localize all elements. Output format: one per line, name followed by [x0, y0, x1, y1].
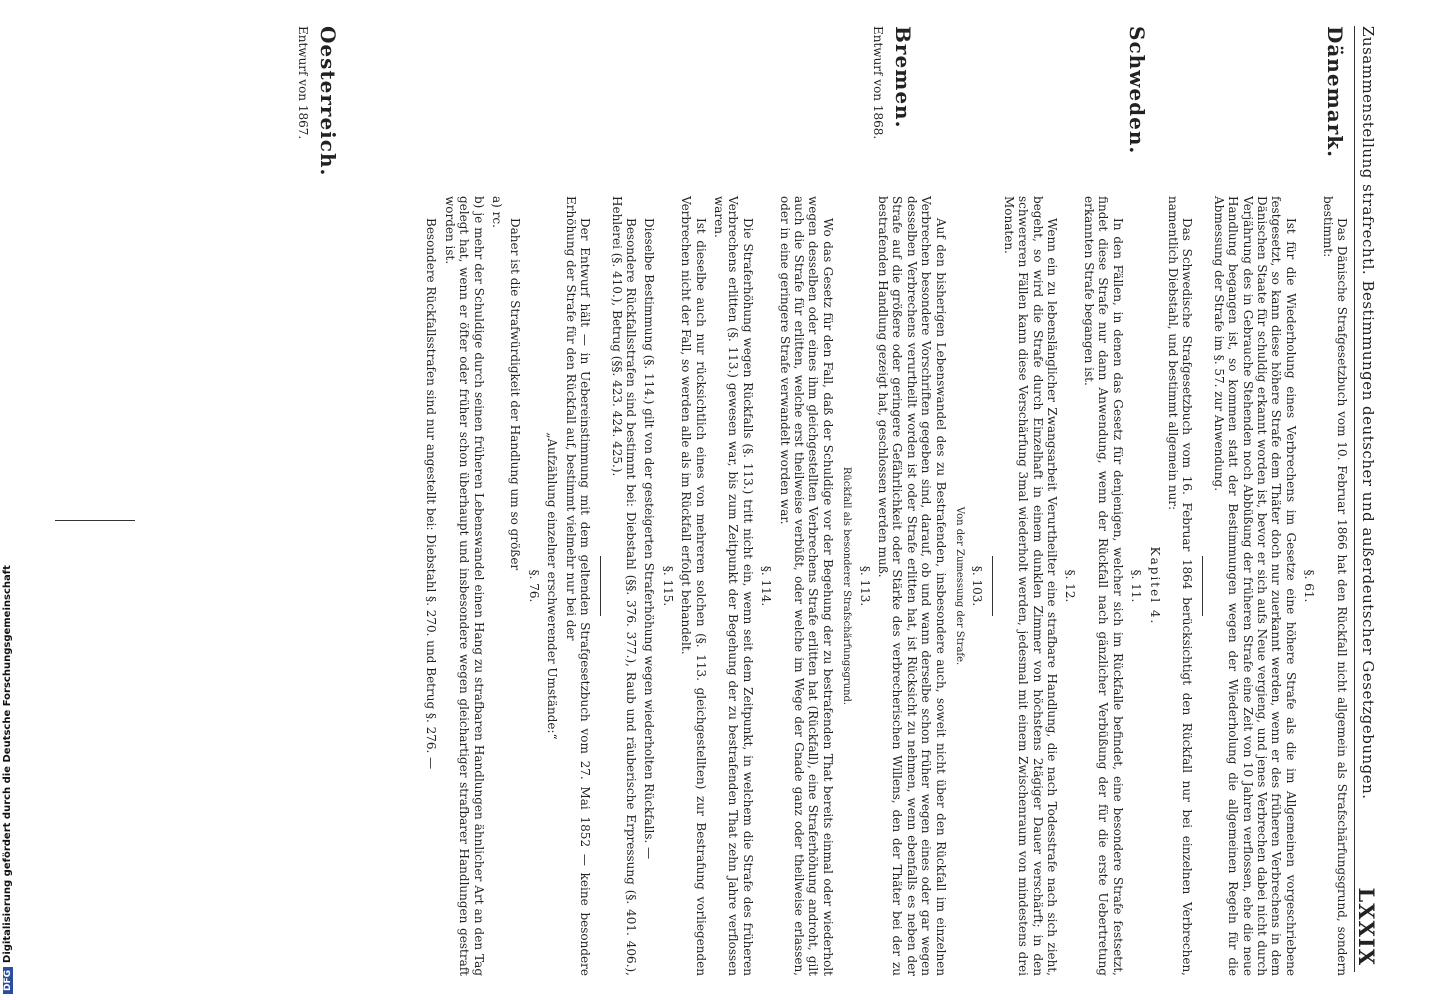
country-bremen: Bremen.: [891, 26, 915, 129]
page-number: LXXIX: [1354, 887, 1379, 966]
bremen-text-1: Auf den bisherigen Lebenswandel des zu Bestrafenden, insbesondere auch, soweit nicht über den Rückfall im einzelnen Verbrechen besondere Vorschriften gegeben sind, darauf, ob und wann derselbe schon früher wegen eines oder gar wegen desselben Verbrechens verurtheilt worden ist oder Strafe erlitten hat, ist Rücksicht zu nehmen, wenn ebenfalls es neben der Strafe auf die größere oder geringere Gefährlichkeit oder Stärke des verbrecherischen Willens, den der Thäter bei der zu bestrafenden Handlung gezeigt hat, geschlossen werden muß.: [876, 196, 948, 976]
schweden-text-1: In den Fällen, in denen das Gesetz für denjenigen, welcher sich im Rückfalle befindet, eine besondere Strafe festsetzt, findet diese Strafe nur dann Anwendung, wenn der Rückfall nach gänzlicher Verbüßung der für die erste Uebertretung erkannten Strafe begangen ist.: [1081, 196, 1125, 976]
oesterreich-text-3: Besondere Rückfallsstrafen sind nur angestellt bei: Diebstahl §. 270. und Betrug §. 276. —: [424, 218, 439, 770]
bremen-subtitle-2: Rückfall als besonderer Strafschärfungsgrund.: [841, 466, 853, 706]
digitization-credit-text: [2, 565, 18, 994]
daenemark-section: §. 61.: [1302, 569, 1317, 603]
oesterreich-text-2: Daher ist die Strafwürdigkeit der Handlung um so größer: [508, 218, 523, 571]
oesterreich-quote: „Aufzählung einzelner erschwerender Umstände:“: [545, 432, 560, 740]
separator-rule: [992, 556, 993, 616]
schweden-text-2: Wenn ein zu lebenslänglicher Zwangsarbeit Verurtheilter eine strafbare Handlung, die nach Todesstrafe nach sich zieht, begeht, so wird die Strafe durch Einzelhaft in einem dunklen Zimmer von höchstens 2tägiger Dauer verschärft; in den schwereren Fällen kann diese Verschärfung 3mal wiederholt werden, jedesmal mit einem Zwischenraum von mindestens drei Monaten.: [1001, 196, 1060, 976]
dfg-logo: DFG: [3, 967, 13, 994]
rotated-page-content: [50, 0, 1395, 1000]
digitization-credit-label: Digitalisierung gefördert durch die Deutsche Forschungsgemeinschaft: [2, 565, 13, 963]
bremen-section-4: §. 115.: [660, 565, 675, 607]
country-schweden: Schweden.: [1125, 26, 1149, 155]
country-oesterreich: Oesterreich.: [316, 26, 340, 177]
separator-rule: [600, 556, 601, 616]
digitization-credit: [2, 565, 18, 994]
main-text-column: [420, 196, 1349, 976]
schweden-intro: Das Schwedische Strafgesetzbuch vom 16. Februar 1864 berücksichtigt den Rückfall nur bei einzelnen Verbrechen, namentlich Diebstahl, und bestimmt allgemein nur:: [1165, 196, 1195, 976]
bremen-text-4: Ist dieselbe auch nur rücksichtlich eines von mehreren solchen (§. 113. gleichgestellten) zur Bestrafung vorliegenden Verbrechen nicht der Fall, so werden alle als im Rückfall erfolgt behandelt.: [679, 196, 708, 976]
entwurf-oesterreich: Entwurf von 1867.: [296, 26, 310, 140]
bremen-text-6: Besondere Rückfallsstrafen sind bestimmt bei: Diebstahl (§§. 376. 377.), Raub und räuberische Erpressung (§. 401. 406.), Hehlerei (§. 410.), Betrug (§§. 423. 424. 425.).: [609, 196, 638, 976]
separator-rule: [1202, 556, 1203, 616]
bremen-section-3: §. 114.: [759, 565, 774, 607]
daenemark-intro: Das Dänische Strafgesetzbuch vom 10. Februar 1866 hat den Rückfall nicht allgemein als Strafschärfungsgrund, sondern bestimmt:: [1320, 196, 1349, 976]
daenemark-text: Ist für die Wiederholung eines Verbrechens im Gesetze eine höhere Strafe als die im Allgemeinen vorgeschriebene festgesetzt, so kann diese höhere Strafe dem Thäter doch nur zuerkannt werden, wenn er des früheren Verbrechens in dem Dänischen Staate für schuldig erkannt worden ist, bevor er sich aufs Neue vergieng, und jenes Verbrechen dabei nicht durch Verjährung des in Gebrauche Stehenden noch Abbüßung der früheren Strafe eine Zeit von 10 Jahren verflossen, ehe die neue Handlung begangen ist, so kommen statt der Bestimmungen wegen der Wiederholung die allgemeinen Regeln für die Abmessung der Strafe im §. 57. zur Anwendung.: [1211, 196, 1298, 976]
bremen-text-5: Dieselbe Bestimmung (§. 114.) gilt von der gesteigerten Straferhöhung wegen wiederholten Rückfalls. —: [642, 218, 657, 860]
bremen-section-2: §. 113.: [857, 565, 872, 607]
bremen-text-3: Die Straferhöhung wegen Rückfalls (§. 113.) tritt nicht ein, wenn seit dem Zeitpunkt, in welchem die Strafe des früheren Verbrechens erlitten (§. 113.) gewesen war, bis zum Zeitpunkt der Begehung der zu bestrafenden That zehn Jahre verflossen waren.: [711, 196, 755, 976]
schweden-section-2: §. 12.: [1063, 569, 1078, 603]
bremen-section: §. 103.: [970, 565, 985, 607]
schweden-section: §. 11.: [1129, 569, 1144, 603]
page-header-title: Zusammenstellung strafrechtl. Bestimmungen deutscher und außerdeutscher Gesetzgebungen.: [1359, 26, 1377, 800]
bremen-subtitle: Von der Zumessung der Strafe.: [954, 506, 966, 666]
oesterreich-text-1: Der Entwurf hält — in Uebereinstimmung mit dem geltenden Strafgesetzbuch vom 27. Mai 1852 — keine besondere Erhöhung der Strafe für den Rückfall auf, bestimmt vielmehr nur bei der: [563, 196, 593, 976]
header-rule: [1354, 26, 1355, 972]
oesterreich-item-a: a) rc.: [490, 196, 505, 228]
schweden-chapter: Kapitel 4.: [1147, 546, 1162, 626]
country-daenemark: Dänemark.: [1323, 26, 1347, 159]
oesterreich-item-b: b) je mehr der Schuldige durch seinen früheren Lebenswandel einen Hang zu strafbaren Handlungen ähnlicher Art an den Tag gelegt hat, wenn er öfter oder früher schon überhaupt und insbesondere wegen gleichartiger strafbarer Handlungen gestraft worden ist.: [442, 196, 486, 976]
oesterreich-section: §. 76.: [526, 569, 541, 603]
entwurf-bremen: Entwurf von 1868.: [871, 26, 885, 140]
bremen-text-2: Wo das Gesetz für den Fall, daß der Schuldige vor der Begehung der zu bestrafenden That bereits einmal oder wiederholt wegen desselben oder eines ihm gleichgestellten Verbrechens Strafe erlitten hat (Rückfall), eine Straferhöhung androht, gilt auch die Strafe für erlitten, welche erst theilweise verbüßt, oder welche im Wege der Gnade ganz oder theilweise erlassen, oder in eine geringere Strafe verwandelt worden war.: [777, 196, 835, 976]
margin-rule-lower: [55, 520, 135, 521]
